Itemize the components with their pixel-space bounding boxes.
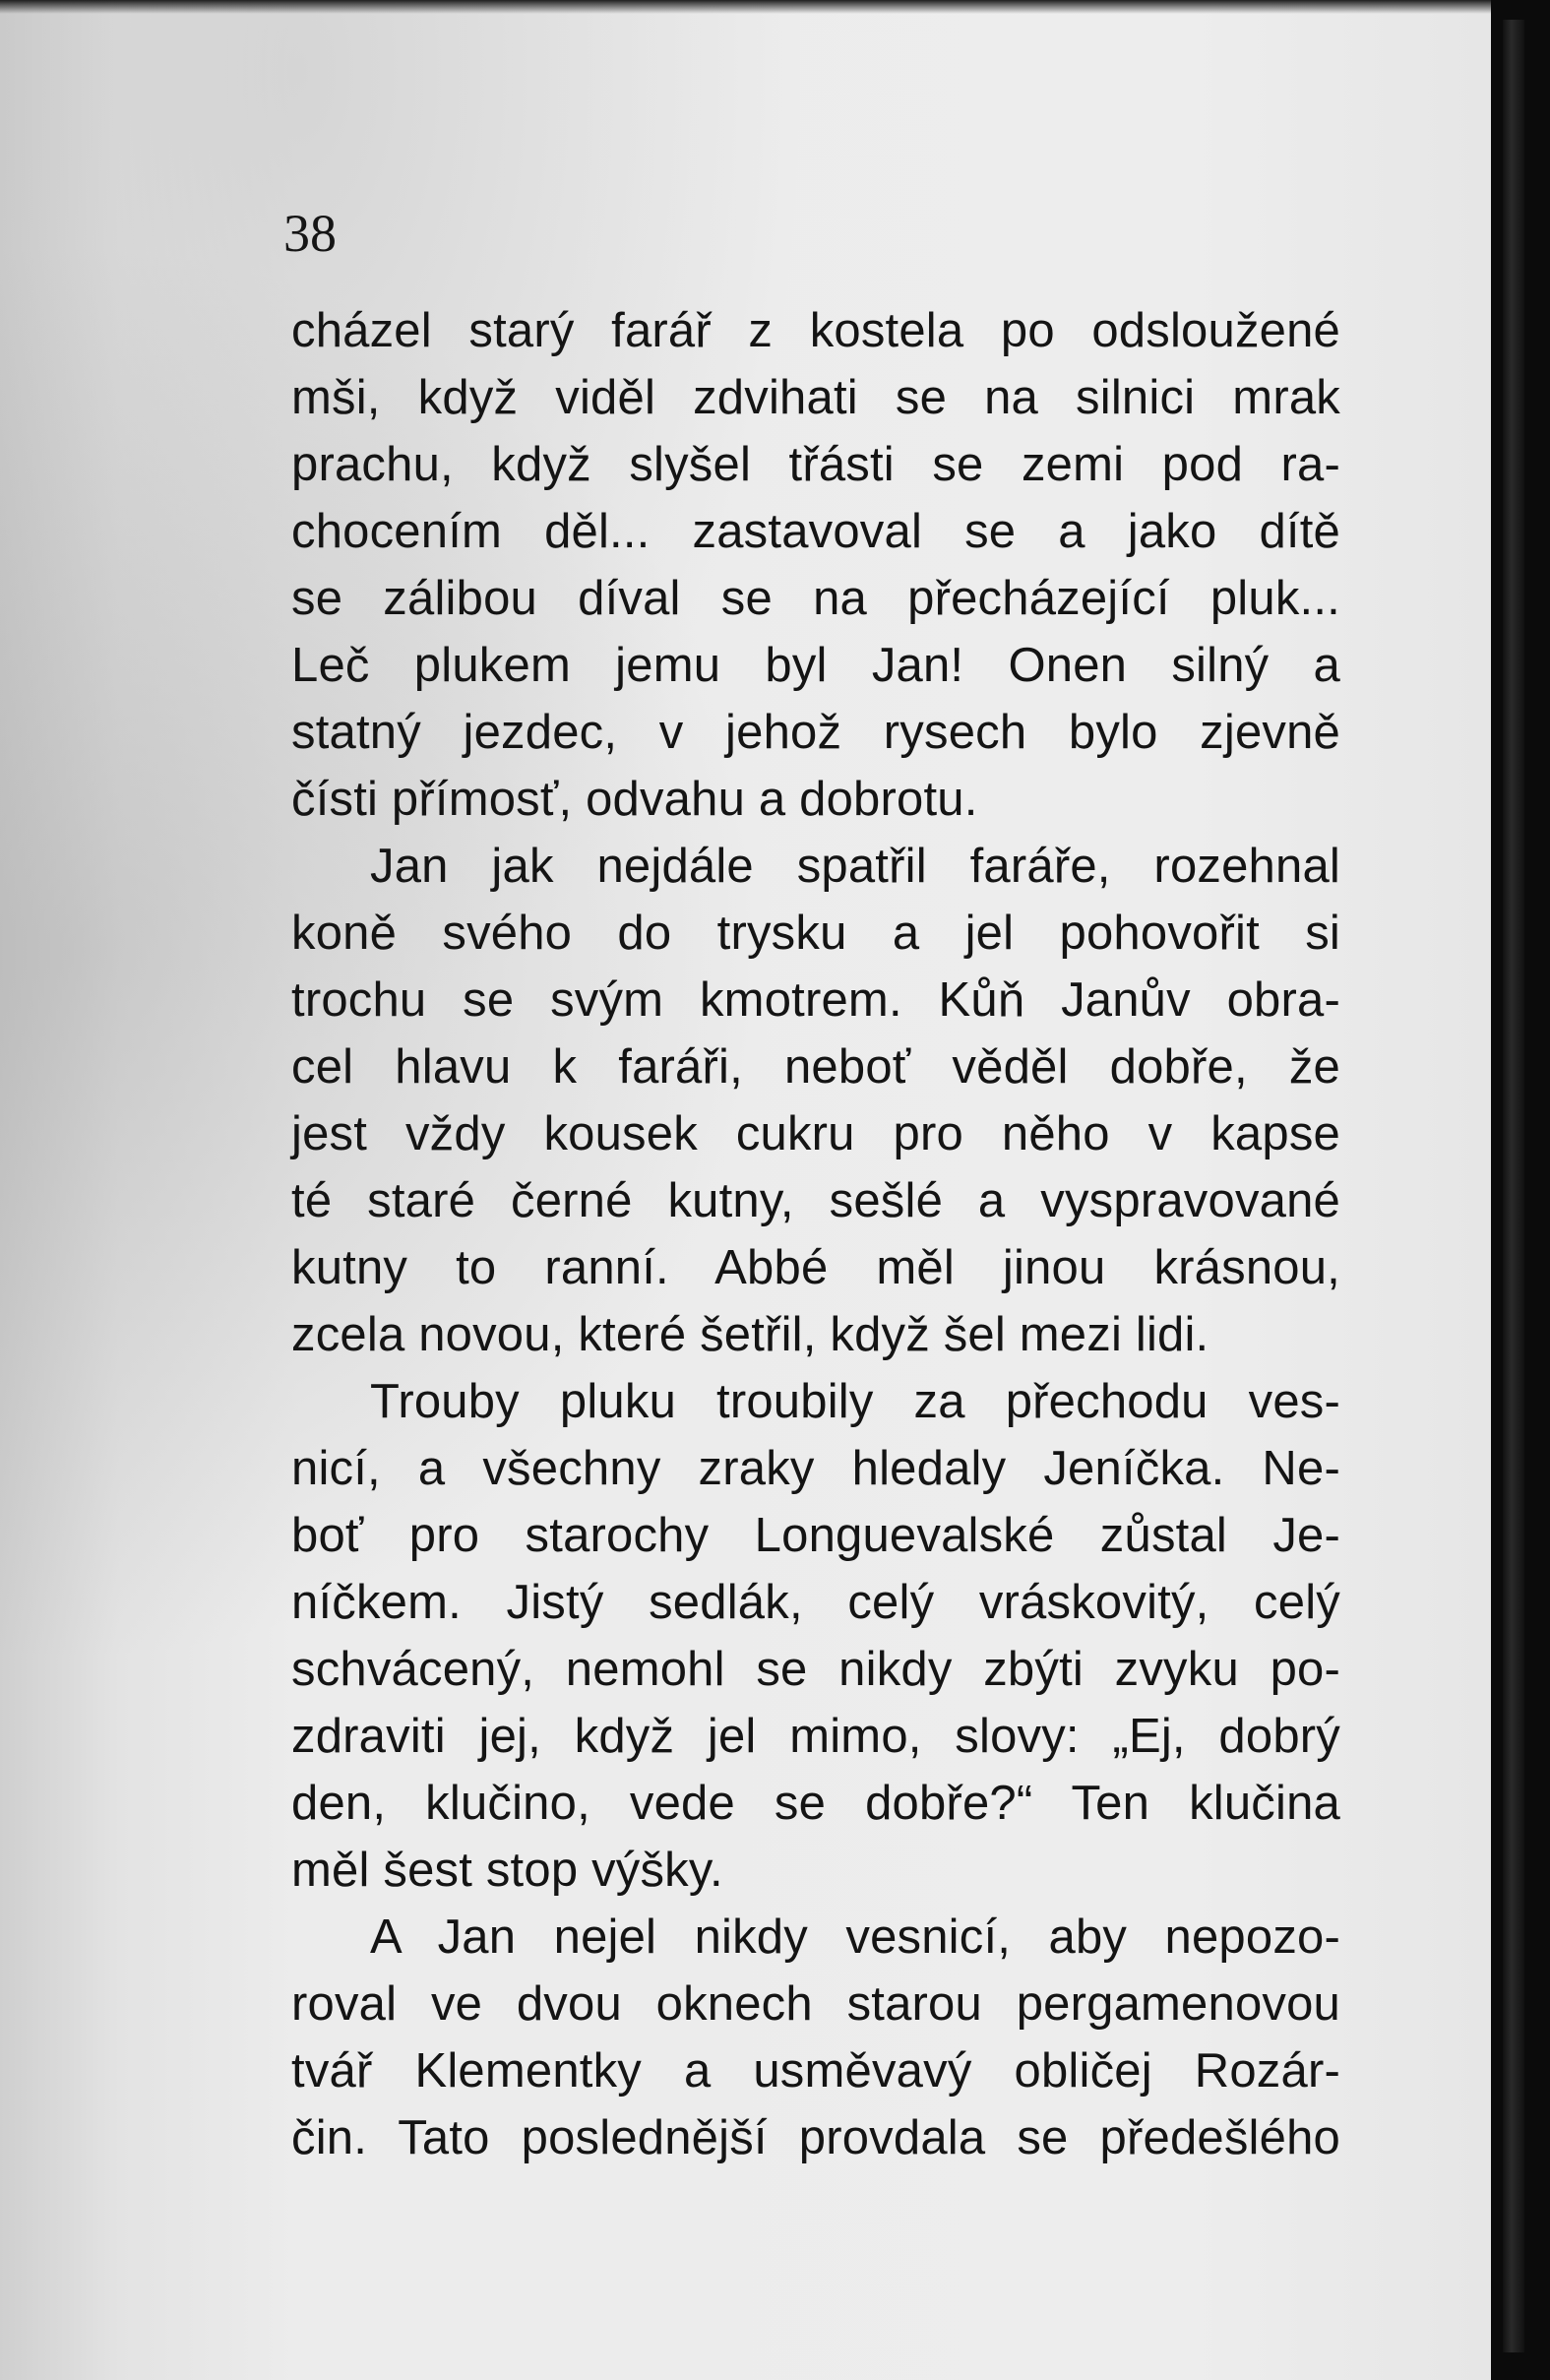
text-line: té staré černé kutny, sešlé a vyspravované: [291, 1174, 1340, 1227]
text-line: boť pro starochy Longuevalské zůstal Je-: [291, 1509, 1340, 1562]
text-line: trochu se svým kmotrem. Kůň Janův obra-: [291, 973, 1340, 1027]
text-line: prachu, když slyšel třásti se zemi pod ra-: [291, 438, 1340, 491]
text-line: A Jan nejel nikdy vesnicí, aby nepozo-: [370, 1910, 1340, 1964]
text-line: schvácený, nemohl se nikdy zbýti zvyku po-: [291, 1643, 1340, 1696]
text-line: koně svého do trysku a jel pohovořit si: [291, 907, 1340, 960]
text-line: se zálibou díval se na přecházející pluk...: [291, 572, 1340, 625]
text-line: jest vždy kousek cukru pro něho v kapse: [291, 1107, 1340, 1160]
text-line: čin. Tato poslednější provdala se předešlého: [291, 2111, 1340, 2164]
binding-shadow: [1503, 20, 1524, 2352]
text-line: chocením děl... zastavoval se a jako dítě: [291, 505, 1340, 558]
text-line: měl šest stop výšky.: [291, 1844, 723, 1897]
scan-binding-edge: [1491, 0, 1550, 2380]
text-line: kutny to ranní. Abbé měl jinou krásnou,: [291, 1241, 1340, 1294]
text-line: zdraviti jej, když jel mimo, slovy: „Ej, dobrý: [291, 1710, 1340, 1763]
text-line: roval ve dvou oknech starou pergamenovou: [291, 1977, 1340, 2031]
scan-top-shadow: [0, 0, 1491, 14]
text-line: cházel starý farář z kostela po odsloužené: [291, 304, 1340, 357]
text-line: cel hlavu k faráři, neboť věděl dobře, že: [291, 1040, 1340, 1094]
text-line: den, klučino, vede se dobře?“ Ten klučina: [291, 1777, 1340, 1830]
text-line: statný jezdec, v jehož rysech bylo zjevně: [291, 706, 1340, 759]
text-line: níčkem. Jistý sedlák, celý vráskovitý, celý: [291, 1576, 1340, 1629]
text-line: čísti přímosť, odvahu a dobrotu.: [291, 773, 978, 826]
text-line: Trouby pluku troubily za přechodu ves-: [370, 1375, 1340, 1428]
text-line: Leč plukem jemu byl Jan! Onen silný a: [291, 639, 1340, 692]
text-line: zcela novou, které šetřil, když šel mezi lidi.: [291, 1308, 1209, 1361]
text-line: tvář Klementky a usměvavý obličej Rozár-: [291, 2044, 1340, 2098]
text-line: mši, když viděl zdvihati se na silnici mrak: [291, 371, 1340, 424]
page-body-text: [291, 297, 1340, 2171]
text-line: Jan jak nejdále spatřil faráře, rozehnal: [370, 840, 1340, 893]
text-line: nicí, a všechny zraky hledaly Jeníčka. Ne-: [291, 1442, 1340, 1495]
page-number: 38: [283, 204, 337, 263]
